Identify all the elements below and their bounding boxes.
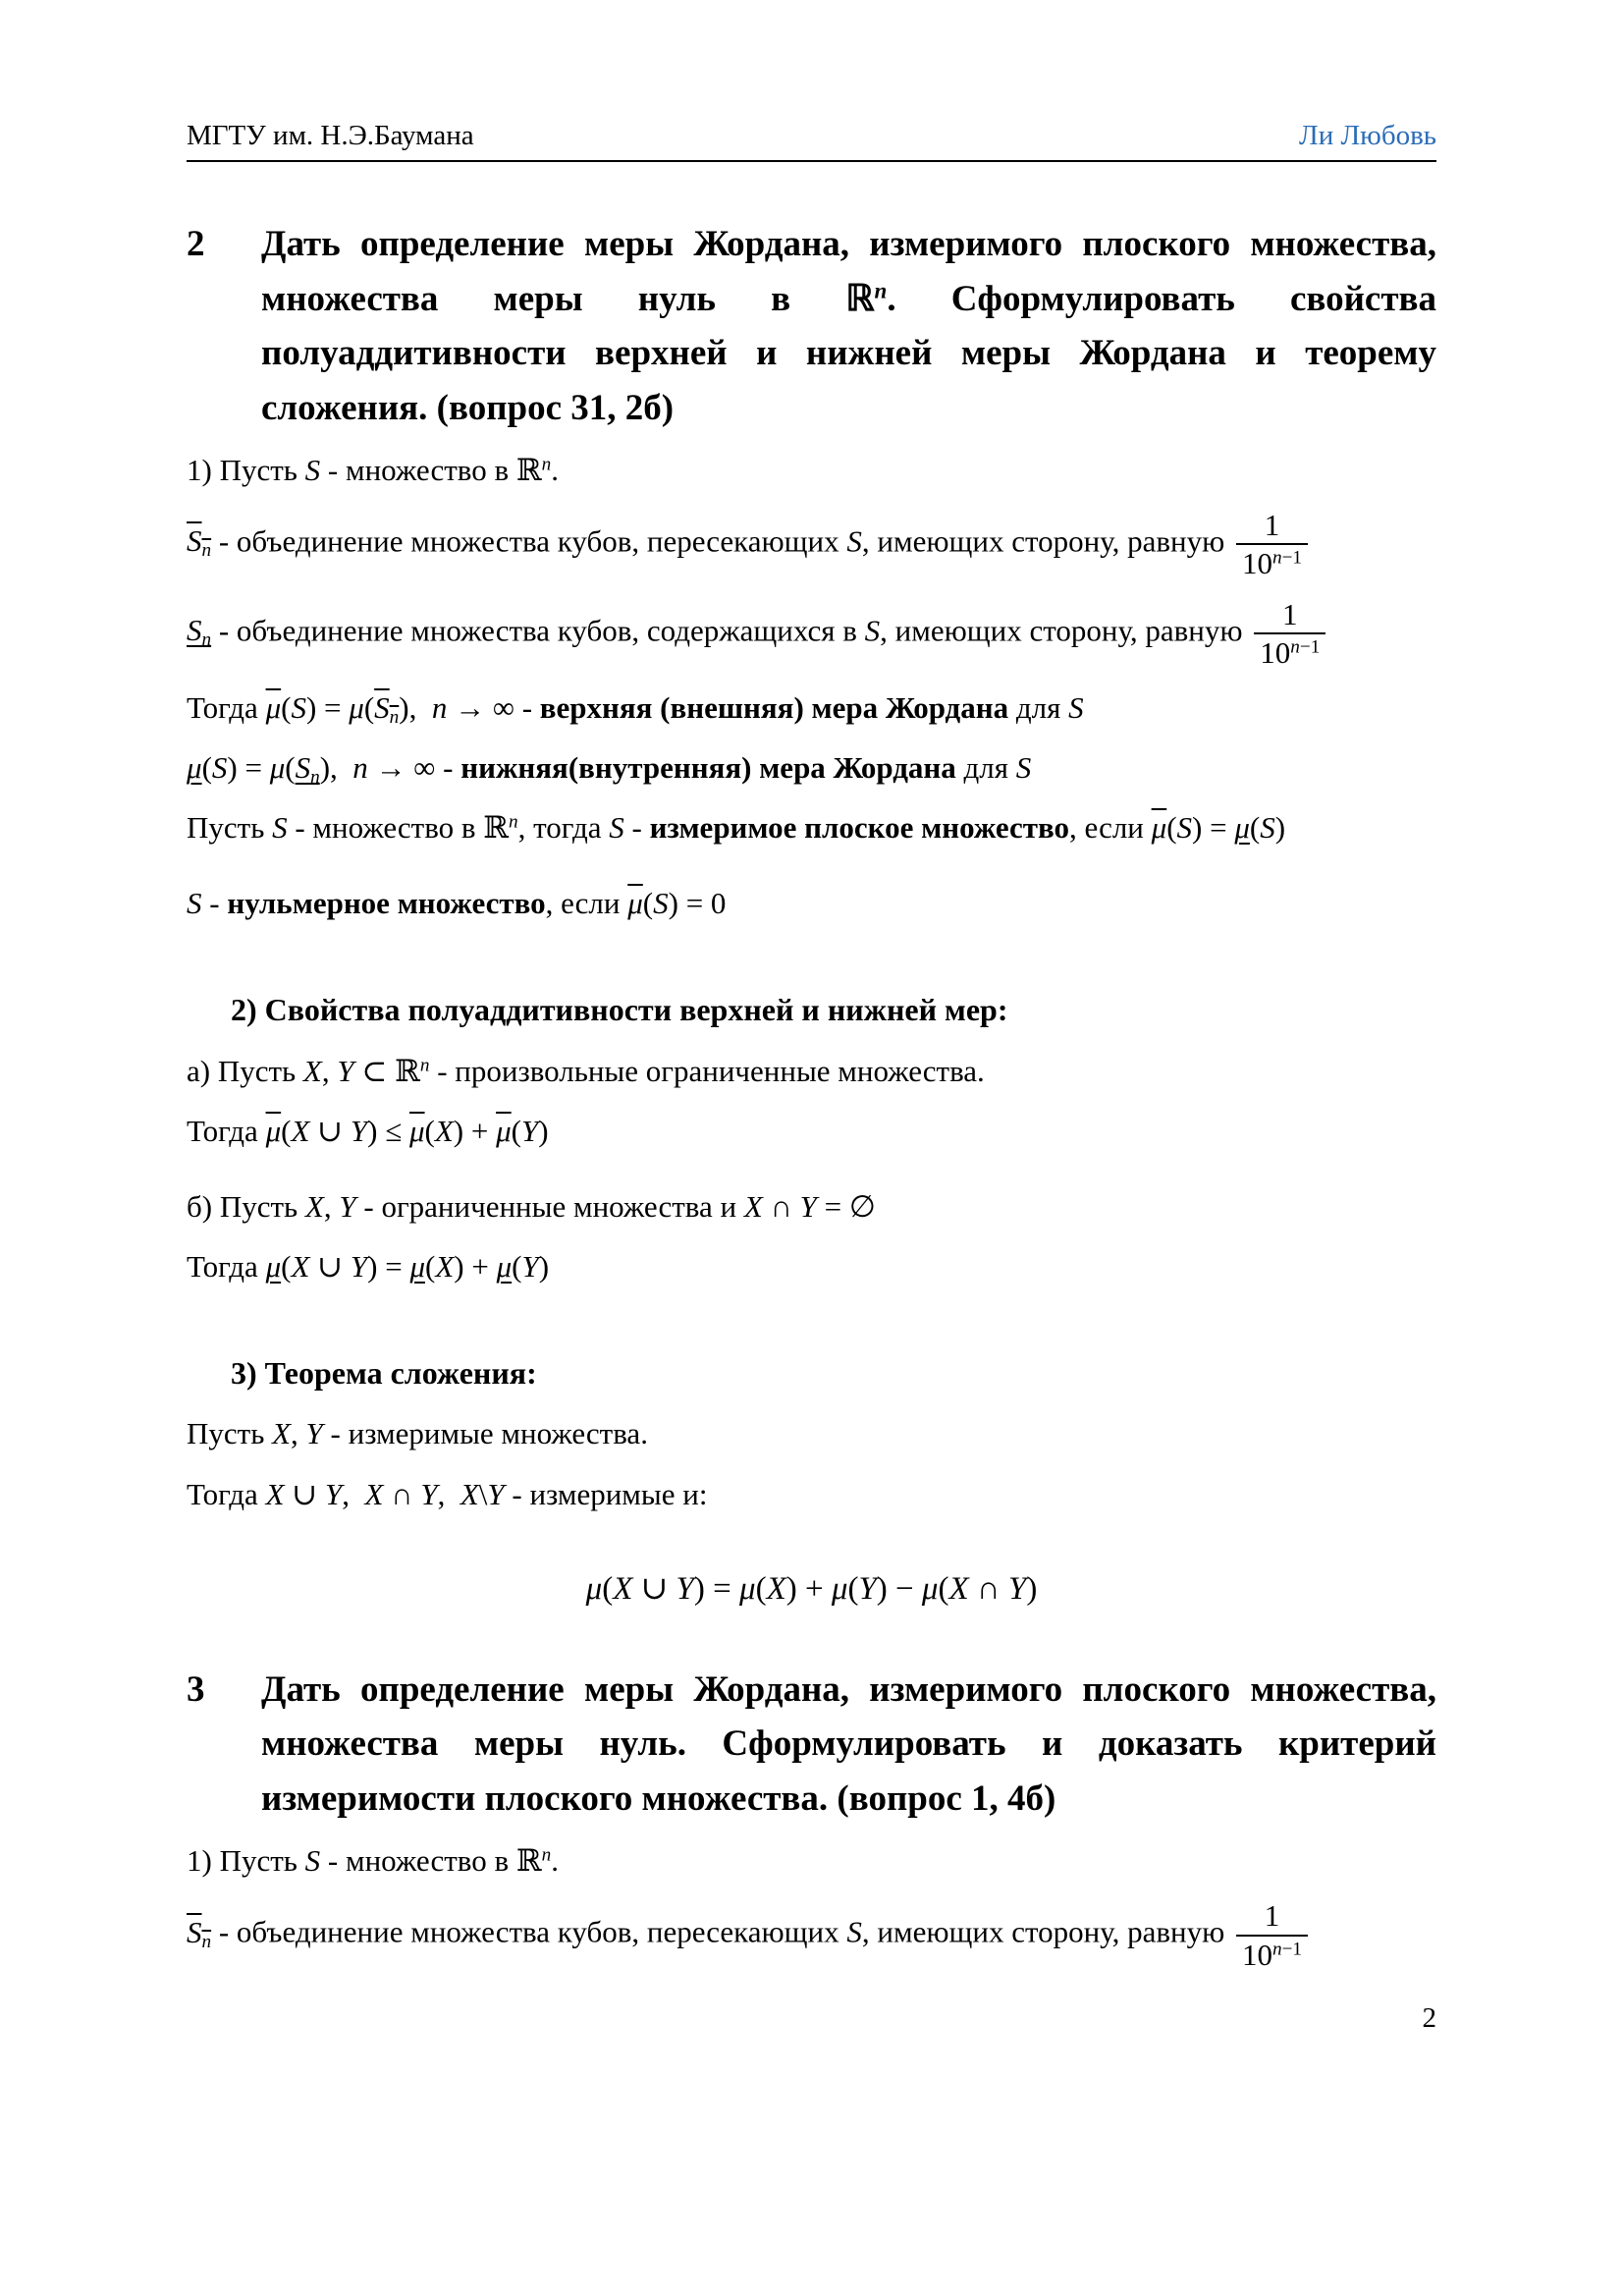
bold-text: верхняя (внешняя) мера Жордана xyxy=(539,689,1009,725)
page-header xyxy=(187,120,1436,162)
paragraph: $S_n$ - объединение множества кубов, пересекающих S, имеющих сторону, равную $\frac{1}{10^{n-1}}$ xyxy=(187,505,1436,583)
paragraph: а) Пусть X, Y ⊂ ℝ$^n$ - произвольные ограниченные множества. xyxy=(187,1053,985,1088)
math-var: n xyxy=(1290,636,1300,658)
math-var: Y xyxy=(487,1476,505,1511)
math-var: X xyxy=(743,1188,763,1224)
overline-group xyxy=(496,1114,512,1148)
fraction-denominator: $10^{n-1}$ xyxy=(1236,543,1308,581)
math-var: μ xyxy=(1234,810,1250,846)
paragraph: $S_n$ - объединение множества кубов, пересекающих S, имеющих сторону, равную $\frac{1}{10^{n-1}}$ xyxy=(187,1895,1436,1974)
math-var: X xyxy=(291,1249,310,1285)
math-var: S xyxy=(291,689,306,725)
underline-group xyxy=(266,1249,282,1284)
math-var: n xyxy=(419,1055,430,1076)
math-var: μ xyxy=(265,1249,282,1285)
section-heading xyxy=(187,217,1436,435)
overline-group xyxy=(1152,810,1167,845)
document-body xyxy=(187,217,1436,1975)
bold-text: нижняя(внутренняя) мера Жордана xyxy=(460,750,956,786)
math-var: S xyxy=(1176,810,1193,846)
section-heading xyxy=(187,1663,1436,1827)
math-var: n xyxy=(541,1844,552,1866)
math-var: Y xyxy=(521,1249,539,1285)
overline-group xyxy=(409,1114,425,1148)
math-var: Y xyxy=(350,1113,368,1148)
superscript xyxy=(542,454,552,474)
fraction xyxy=(1254,596,1325,671)
math-var: $\overline{\mu}$ xyxy=(265,689,282,725)
math-var: n xyxy=(310,766,320,788)
page-footer xyxy=(187,2002,1436,2035)
paragraph: Тогда μ(X ∪ Y) = μ(X) + μ(Y) xyxy=(187,1249,550,1285)
math-var: $\overline{\mu}$ xyxy=(265,1113,282,1148)
math-var: Y xyxy=(420,1476,438,1511)
math-var: X xyxy=(302,1053,322,1088)
overline-group xyxy=(374,689,400,728)
math-var: S xyxy=(304,453,321,487)
bold-text: измеримое плоское множество xyxy=(649,810,1070,846)
overline-group xyxy=(266,1114,282,1148)
math-var: S xyxy=(846,1914,862,1949)
math-var: X xyxy=(460,1476,479,1511)
superscript: n−1 xyxy=(1271,1938,1303,1959)
math-var: n xyxy=(541,454,552,475)
math-var: S xyxy=(846,523,862,559)
math-var: Y xyxy=(1008,1570,1027,1607)
math-var: Y xyxy=(799,1188,817,1224)
math-var: Y xyxy=(858,1570,877,1607)
math-var: μ xyxy=(269,750,286,786)
bold-text: нульмерное множество xyxy=(227,886,546,921)
math-var: X xyxy=(265,1476,285,1511)
math-var: X xyxy=(291,1113,310,1148)
math-var: S xyxy=(374,689,390,725)
math-var: Y xyxy=(339,1188,356,1224)
paragraph: S - нульмерное множество, если $\overline{\mu}(S) = 0$ xyxy=(187,886,727,921)
math-var: μ xyxy=(831,1570,848,1607)
math-var: $\overline{\mu}$ xyxy=(408,1113,425,1148)
underline-group xyxy=(409,1249,425,1284)
math-var: μ xyxy=(585,1570,603,1607)
header-author-link[interactable]: Ли Любовь xyxy=(1299,120,1436,151)
paragraph: Пусть X, Y - измеримые множества. xyxy=(187,1416,648,1451)
fraction-denominator: $10^{n-1}$ xyxy=(1236,1935,1308,1973)
paragraph: Тогда $\overline{\mu}(S) = \mu(S_n)$, n → ∞ - верхняя (внешняя) мера Жордана для S xyxy=(187,689,1084,728)
section-number: 2 xyxy=(187,224,205,264)
math-var: X xyxy=(304,1188,324,1224)
math-var: X xyxy=(272,1416,292,1451)
section-title: Дать определение меры Жордана, измеримого плоского множества, множества меры нуль. Сформулировать и доказать критерий измеримости плоского множества. (вопрос 1, 4б) xyxy=(261,1668,1436,1819)
math-var: n xyxy=(352,750,368,786)
subscript xyxy=(202,1931,212,1951)
superscript: n−1 xyxy=(1290,636,1321,658)
fraction-numerator: 1 xyxy=(1264,1898,1280,1934)
math-var: X xyxy=(613,1570,633,1607)
section-number: 3 xyxy=(187,1668,205,1710)
math-var: S xyxy=(864,612,881,647)
math-var: n xyxy=(201,540,212,562)
math-var: μ xyxy=(409,1249,425,1285)
math-var: μ xyxy=(921,1570,939,1607)
superscript xyxy=(420,1055,430,1075)
math-var: S xyxy=(187,612,202,647)
underline-group xyxy=(1234,810,1250,845)
math-var: μ xyxy=(349,689,364,725)
math-var: $\overline{\mu}$ xyxy=(627,886,643,921)
underline-group xyxy=(497,1249,513,1284)
math-var: n xyxy=(201,629,212,650)
math-var: X xyxy=(766,1570,786,1607)
math-var: μ xyxy=(496,1249,513,1285)
math-var: $\overline{\mu}$ xyxy=(496,1113,512,1148)
math-var: S xyxy=(211,750,228,786)
math-var: Y xyxy=(521,1113,539,1148)
underline-group xyxy=(295,750,320,788)
section-title: Дать определение меры Жордана, измеримого плоского множества, множества меры нуль в ℝ$^n$. Сформулировать свойства полуаддитивности верхней и нижней меры Жордана и теорему сложения. (вопрос 31, 2б) xyxy=(261,224,1436,428)
math-var: S xyxy=(653,886,669,921)
paragraph: 1) Пусть S - множество в ℝ$^n$. xyxy=(187,1843,559,1879)
paragraph: Тогда X ∪ Y, X ∩ Y, X\Y - измеримые и: xyxy=(187,1476,708,1511)
math-var: n xyxy=(201,1931,212,1952)
overline-group xyxy=(187,523,212,562)
math-var: n xyxy=(1271,547,1282,569)
superscript xyxy=(875,278,888,302)
math-var: Y xyxy=(337,1053,354,1088)
fraction-denominator: $10^{n-1}$ xyxy=(1254,632,1325,671)
paragraph: Пусть S - множество в ℝ$^n$, тогда S - измеримое плоское множество, если $\overline{\mu}(S) = \mu(S)$ xyxy=(187,810,1286,846)
fraction-numerator: 1 xyxy=(1264,508,1280,543)
overline-group xyxy=(627,886,643,920)
math-var: $\overline{\mu}$ xyxy=(1151,810,1167,846)
page-number: 2 xyxy=(1422,2001,1436,2034)
overline-group xyxy=(187,1914,212,1952)
math-var: X xyxy=(948,1570,969,1607)
math-var: Y xyxy=(305,1416,323,1451)
math-var: X xyxy=(435,1249,455,1285)
math-var: n xyxy=(509,811,518,833)
math-var: S xyxy=(304,1843,321,1879)
math-var: X xyxy=(434,1113,454,1148)
subscript xyxy=(202,540,212,561)
subsection-heading: 3) Теорема сложения: xyxy=(231,1355,537,1392)
superscript xyxy=(509,812,518,833)
math-var: μ xyxy=(187,750,202,786)
math-var: n xyxy=(1271,1938,1282,1959)
math-var: X xyxy=(364,1476,384,1511)
math-var: n xyxy=(874,277,888,302)
paragraph: б) Пусть X, Y - ограниченные множества и X ∩ Y = ∅ xyxy=(187,1188,876,1224)
paragraph: 1) Пусть S - множество в ℝ$^n$. xyxy=(187,453,559,487)
math-var: Y xyxy=(324,1476,343,1511)
overline-group xyxy=(266,690,282,725)
math-var: S xyxy=(187,1914,202,1949)
math-var: S xyxy=(609,810,624,846)
paragraph: $S_n$ - объединение множества кубов, содержащихся в S, имеющих сторону, равную $\frac{1}{10^{n-1}}$ xyxy=(187,594,1436,673)
display-formula: μ(X ∪ Y) = μ(X) + μ(Y) − μ(X ∩ Y) xyxy=(585,1570,1038,1607)
superscript: n−1 xyxy=(1271,547,1303,569)
subscript xyxy=(390,707,400,728)
math-var: Y xyxy=(350,1249,368,1285)
math-var: S xyxy=(187,523,202,559)
paragraph: $\mu(S) = \mu(S_n)$, n → ∞ - нижняя(внутренняя) мера Жордана для S xyxy=(187,750,1032,788)
math-var: n xyxy=(431,689,448,725)
math-var: n xyxy=(389,706,400,728)
subscript xyxy=(310,767,320,788)
paragraph: Тогда $\overline{\mu}(X$ ∪ $Y) \le \overline{\mu}(X) + \overline{\mu}(Y)$ xyxy=(187,1113,549,1148)
math-var: S xyxy=(1015,750,1032,786)
underline-group xyxy=(187,750,202,785)
math-var: μ xyxy=(739,1570,756,1607)
math-var: S xyxy=(187,886,202,921)
math-var: S xyxy=(1260,810,1275,846)
superscript xyxy=(542,1845,552,1866)
header-institution: МГТУ им. Н.Э.Баумана xyxy=(187,120,474,151)
fraction xyxy=(1236,1897,1308,1972)
fraction-numerator: 1 xyxy=(1282,596,1298,631)
math-var: Y xyxy=(676,1570,694,1607)
math-var: S xyxy=(272,810,288,846)
underline-group xyxy=(187,612,212,650)
subsection-heading: 2) Свойства полуаддитивности верхней и нижней мер: xyxy=(231,992,1008,1028)
math-var: S xyxy=(295,750,311,786)
subscript xyxy=(202,629,212,650)
math-var: S xyxy=(1068,689,1084,725)
fraction xyxy=(1236,507,1308,581)
